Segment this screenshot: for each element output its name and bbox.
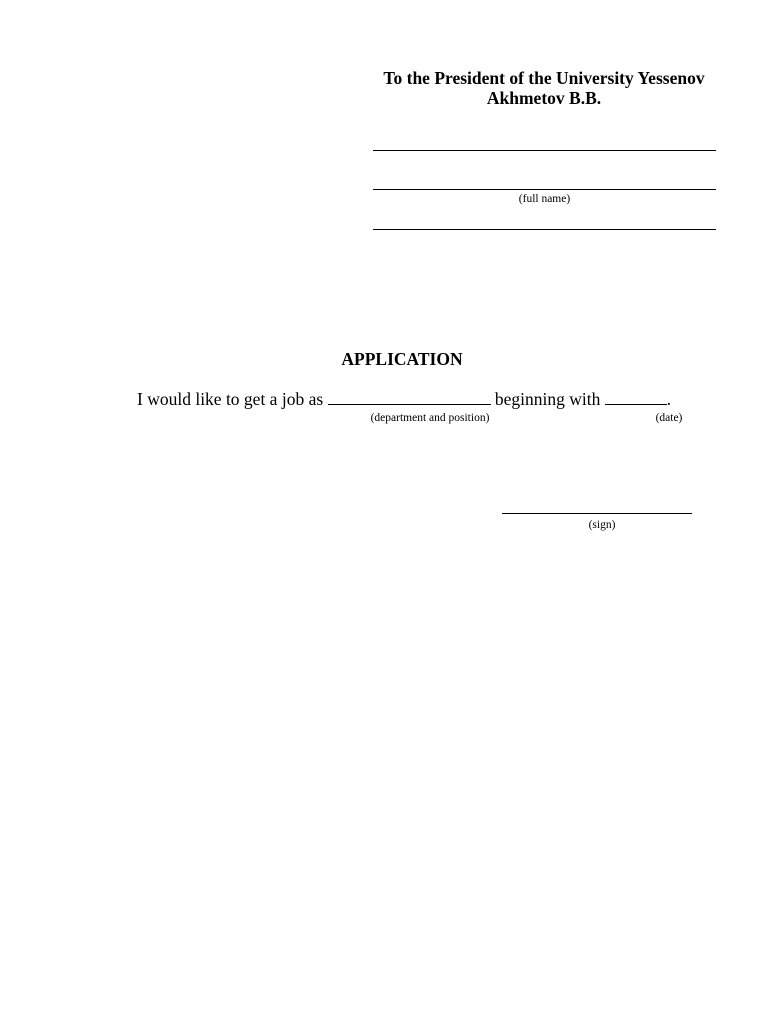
date-caption: (date) — [655, 412, 683, 424]
document-title: APPLICATION — [341, 349, 463, 369]
date-blank[interactable] — [605, 390, 667, 405]
applicant-blank-line-1[interactable] — [373, 150, 716, 151]
addressee-line-2: Akhmetov B.B. — [486, 88, 602, 108]
statement-text-middle: beginning with — [494, 389, 601, 409]
statement-text-end: . — [666, 389, 672, 409]
addressee-line-1: To the President of the University Yessenov — [383, 68, 705, 88]
department-position-caption: (department and position) — [370, 412, 490, 424]
applicant-blank-line-3[interactable] — [373, 229, 716, 230]
application-statement — [137, 388, 671, 410]
statement-text-before: I would like to get a job as — [137, 389, 324, 409]
full-name-caption: (full name) — [518, 193, 571, 205]
applicant-full-name-line[interactable] — [373, 189, 716, 190]
addressee-block — [372, 68, 716, 108]
department-position-blank[interactable] — [328, 390, 491, 405]
signature-line[interactable] — [502, 513, 692, 514]
sign-caption: (sign) — [588, 519, 616, 531]
